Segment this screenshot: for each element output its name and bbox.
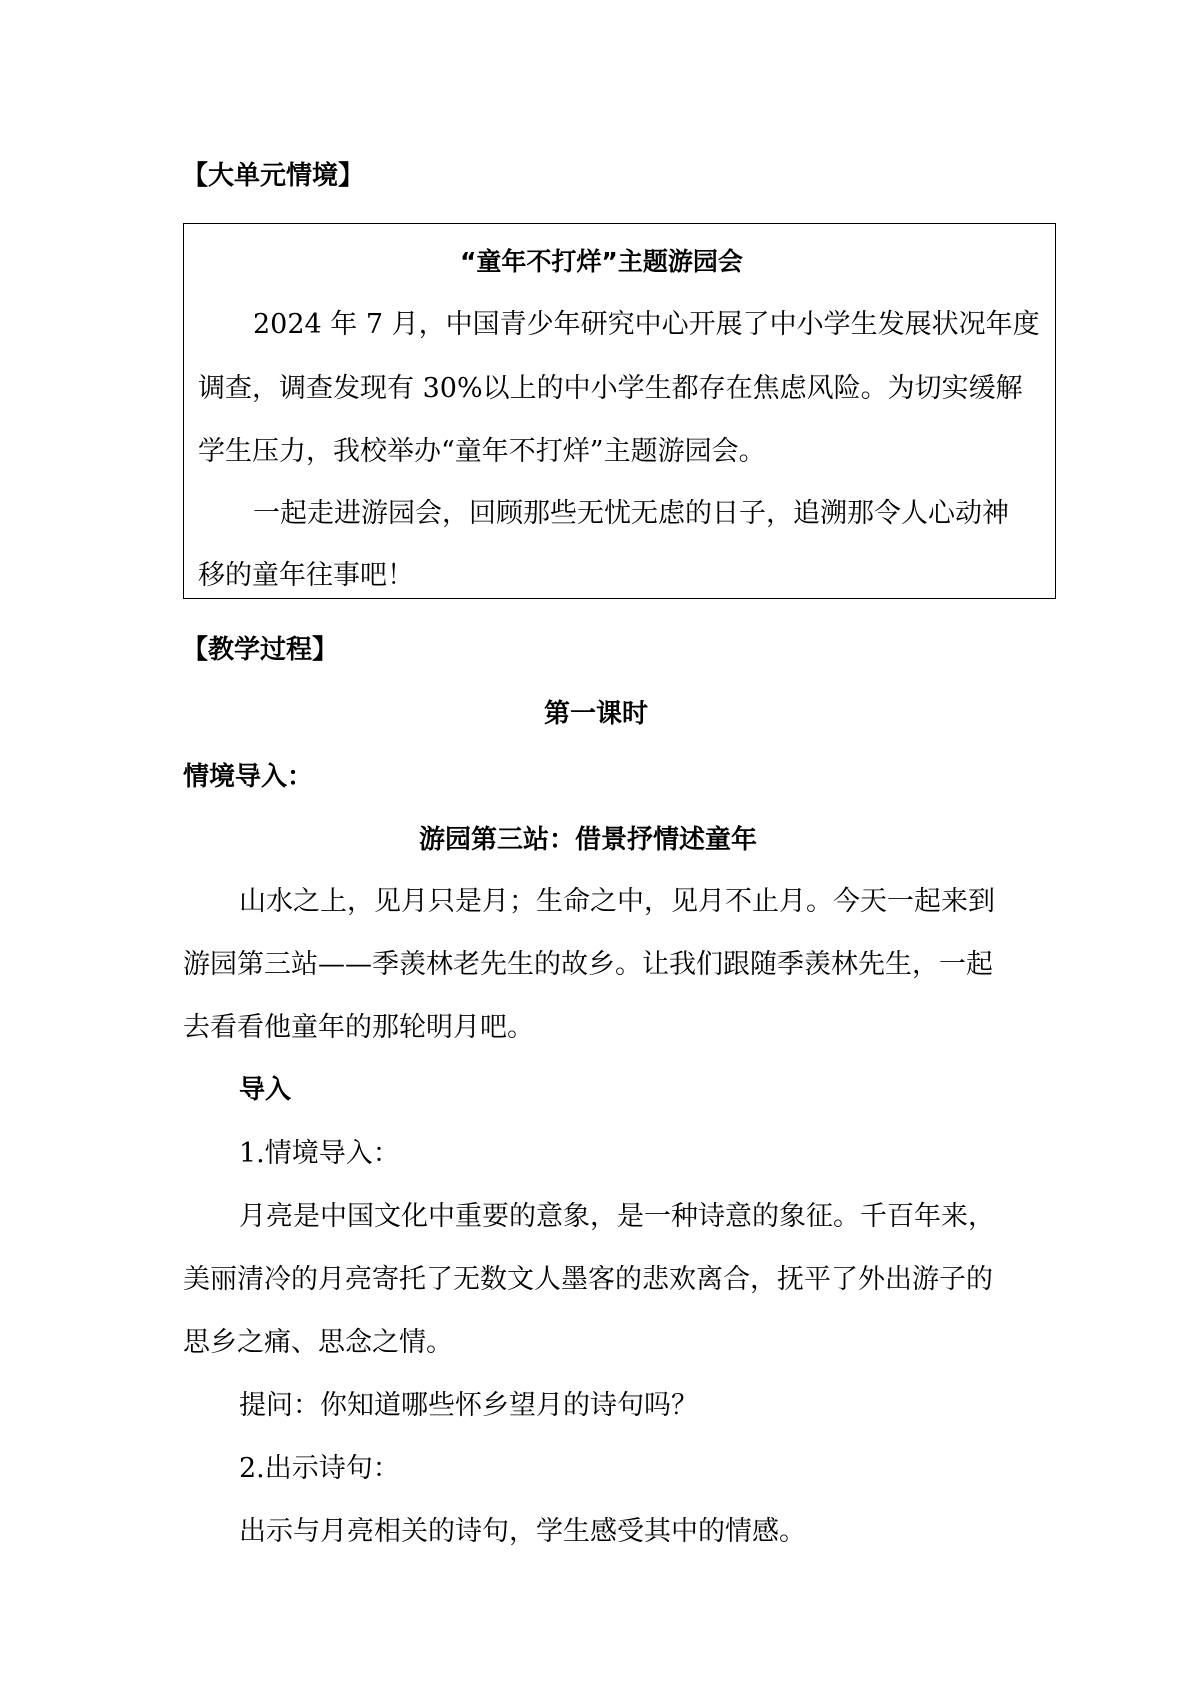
scenario-line-3: 学生压力，我校举办“童年不打烊”主题游园会。 <box>198 436 766 467</box>
section-label: 导入 <box>239 1075 292 1105</box>
step1-line-2: 美丽清冷的月亮寄托了无数文人墨客的悲欢离合，抚平了外出游子的 <box>183 1264 993 1295</box>
step1-line-1: 月亮是中国文化中重要的意象，是一种诗意的象征。千百年来， <box>239 1201 995 1232</box>
step2-line: 出示与月亮相关的诗句，学生感受其中的情感。 <box>239 1516 806 1547</box>
question-line: 提问：你知道哪些怀乡望月的诗句吗？ <box>239 1390 698 1421</box>
teaching-process-heading: 【教学过程】 <box>182 635 339 665</box>
station-title: 游园第三站：借景抒情述童年 <box>419 825 758 855</box>
lesson-title: 第一课时 <box>544 699 649 729</box>
intro-label: 情境导入： <box>183 762 314 792</box>
step1-line-3: 思乡之痛、思念之情。 <box>183 1327 453 1358</box>
scenario-line-5: 移的童年往事吧！ <box>198 560 414 591</box>
step2-label: 2.出示诗句： <box>239 1453 400 1484</box>
unit-scenario-heading: 【大单元情境】 <box>182 161 365 191</box>
station-line-1: 山水之上，见月只是月；生命之中，见月不止月。今天一起来到 <box>239 886 995 917</box>
step1-label: 1.情境导入： <box>239 1138 400 1169</box>
station-line-2: 游园第三站——季羡林老先生的故乡。让我们跟随季羡林先生，一起 <box>183 949 993 980</box>
scenario-line-1: 2024 年 7 月，中国青少年研究中心开展了中小学生发展状况年度 <box>253 309 1040 340</box>
scenario-box <box>183 223 1056 599</box>
station-line-3: 去看看他童年的那轮明月吧。 <box>183 1012 534 1043</box>
scenario-line-4: 一起走进游园会，回顾那些无忧无虑的日子，追溯那令人心动神 <box>253 498 1009 529</box>
scenario-line-2: 调查，调查发现有 30%以上的中小学生都存在焦虑风险。为切实缓解 <box>198 373 1023 404</box>
scenario-box-title: “童年不打烊”主题游园会 <box>460 247 743 276</box>
